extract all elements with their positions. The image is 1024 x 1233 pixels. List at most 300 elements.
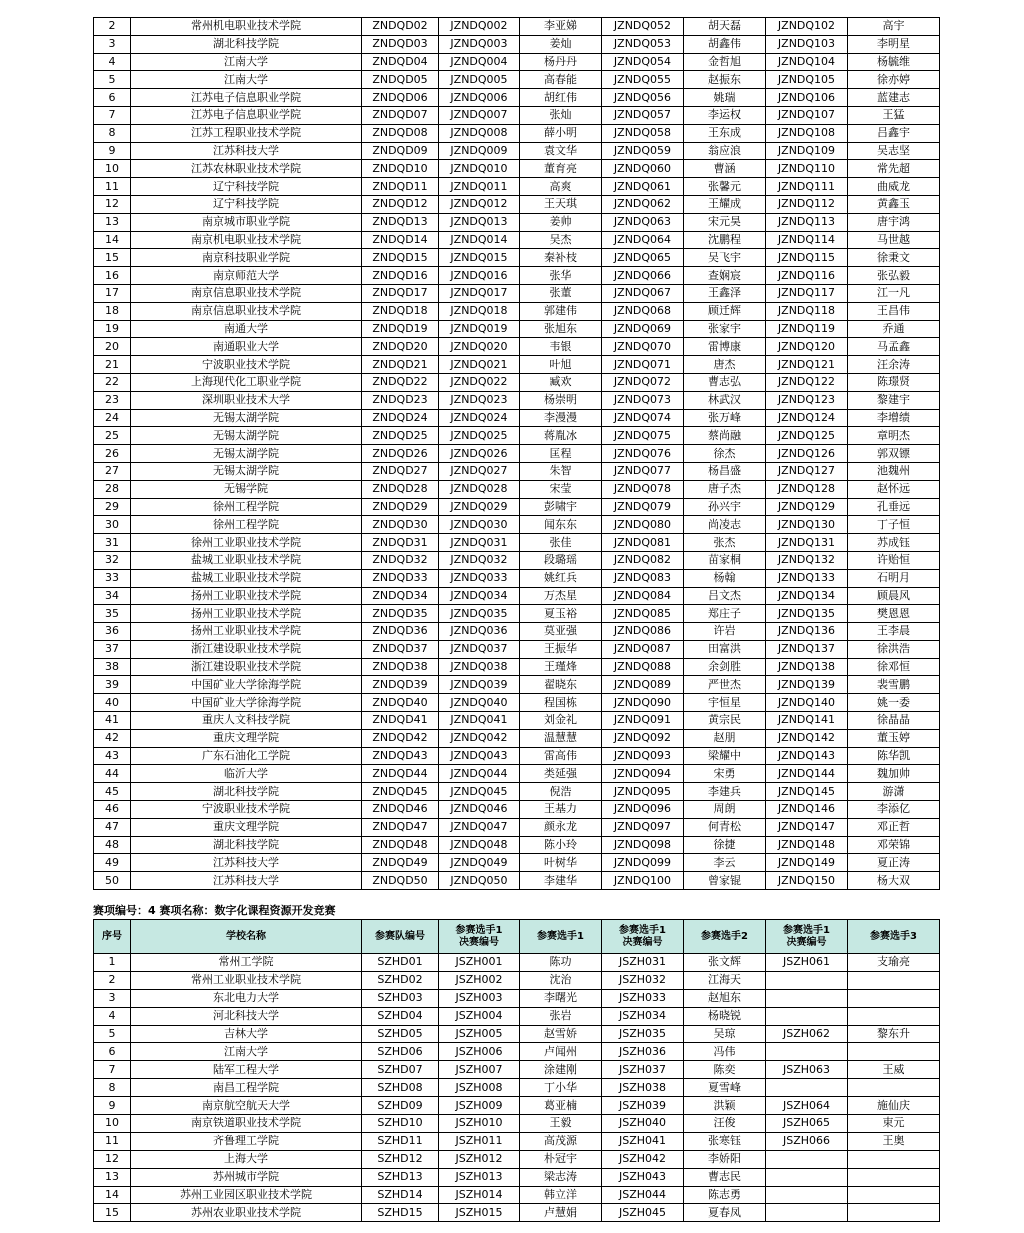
table-cell: 胡红伟	[520, 89, 602, 107]
table-cell: 浙江建设职业技术学院	[131, 640, 362, 658]
table-cell: 苏州城市学院	[131, 1168, 362, 1186]
table-row	[94, 462, 940, 480]
table-cell: JZNDQ144	[766, 765, 848, 783]
table-cell: 齐鲁理工学院	[131, 1132, 362, 1150]
table-cell: JZNDQ099	[602, 854, 684, 872]
table-cell: 王振华	[520, 640, 602, 658]
table-cell: ZNDQD34	[362, 587, 439, 605]
table-row	[94, 231, 940, 249]
table-cell: 李添亿	[848, 801, 940, 819]
table-cell: JSZH007	[439, 1061, 520, 1079]
table-cell: JZNDQ097	[602, 818, 684, 836]
table-cell: JZNDQ067	[602, 284, 684, 302]
table-row	[94, 971, 940, 989]
table-cell: 王奥	[848, 1132, 940, 1150]
table-cell: JZNDQ088	[602, 658, 684, 676]
table-cell: JZNDQ131	[766, 534, 848, 552]
table-cell: 杨晓锐	[684, 1007, 766, 1025]
table-cell: 南京航空航天大学	[131, 1097, 362, 1115]
table-row	[94, 373, 940, 391]
table-cell: 曾家锟	[684, 872, 766, 890]
table-cell: 丁子恒	[848, 516, 940, 534]
table-cell: 沈治	[520, 971, 602, 989]
table-cell: JSZH004	[439, 1007, 520, 1025]
table-cell: 查娴宸	[684, 267, 766, 285]
table-cell: 杨丹丹	[520, 53, 602, 71]
table-cell: JZNDQ087	[602, 640, 684, 658]
table-cell: SZHD09	[362, 1097, 439, 1115]
table-cell: 徐邓恒	[848, 658, 940, 676]
table-cell: JZNDQ046	[439, 801, 520, 819]
table-cell: 杨崇明	[520, 391, 602, 409]
table-cell: 雷高伟	[520, 747, 602, 765]
table-cell: JSZH003	[439, 989, 520, 1007]
table-cell: 胡天磊	[684, 18, 766, 36]
table-cell: 南京机电职业技术学院	[131, 231, 362, 249]
table-cell: 林武汉	[684, 391, 766, 409]
table-cell: JSZH066	[766, 1132, 848, 1150]
table-cell: JZNDQ022	[439, 373, 520, 391]
table-cell: 徐洪浩	[848, 640, 940, 658]
table-cell: 46	[94, 801, 131, 819]
table-cell: 类延强	[520, 765, 602, 783]
table-row	[94, 954, 940, 972]
table-cell: 曹涵	[684, 160, 766, 178]
table-cell: 宋莹	[520, 480, 602, 498]
table-cell: ZNDQD48	[362, 836, 439, 854]
table-cell: JZNDQ118	[766, 302, 848, 320]
table-row	[94, 729, 940, 747]
table-cell: 倪浩	[520, 783, 602, 801]
table-cell: 36	[94, 623, 131, 641]
table-cell: 7	[94, 106, 131, 124]
table-cell: JSZH038	[602, 1079, 684, 1097]
table-cell: 2	[94, 18, 131, 36]
table-cell: 王毅	[520, 1115, 602, 1133]
table-cell: JZNDQ021	[439, 356, 520, 374]
table-cell: JZNDQ032	[439, 551, 520, 569]
table-cell: JZNDQ075	[602, 427, 684, 445]
table-cell: JSZH063	[766, 1061, 848, 1079]
table-cell: 郭建伟	[520, 302, 602, 320]
table-cell: JZNDQ092	[602, 729, 684, 747]
table-cell: ZNDQD22	[362, 373, 439, 391]
table-cell: JSZH065	[766, 1115, 848, 1133]
table-cell: 翁应浪	[684, 142, 766, 160]
table-cell: 裴雪鹏	[848, 676, 940, 694]
table-cell: 苏州工业园区职业技术学院	[131, 1186, 362, 1204]
table-row	[94, 302, 940, 320]
table-cell: JSZH061	[766, 954, 848, 972]
table-cell: 姜帅	[520, 213, 602, 231]
table-cell: JZNDQ119	[766, 320, 848, 338]
table-cell: 吕文杰	[684, 587, 766, 605]
table-cell: JZNDQ090	[602, 694, 684, 712]
table-row	[94, 1115, 940, 1133]
table-cell: 赵旭东	[684, 989, 766, 1007]
table-cell: 26	[94, 445, 131, 463]
table-cell: JZNDQ008	[439, 124, 520, 142]
table-cell: 10	[94, 1115, 131, 1133]
table-cell: JZNDQ103	[766, 35, 848, 53]
table-cell: JZNDQ145	[766, 783, 848, 801]
table-cell: JZNDQ038	[439, 658, 520, 676]
table-row	[94, 1025, 940, 1043]
table-cell: 湖北科技学院	[131, 35, 362, 53]
table-cell: ZNDQD15	[362, 249, 439, 267]
table-cell: 上海大学	[131, 1150, 362, 1168]
table-cell: JSZH015	[439, 1204, 520, 1222]
table-cell: 28	[94, 480, 131, 498]
table-cell: SZHD11	[362, 1132, 439, 1150]
table-cell: ZNDQD40	[362, 694, 439, 712]
table-cell: 6	[94, 1043, 131, 1061]
table-cell: JSZH062	[766, 1025, 848, 1043]
header-cell: 序号	[94, 920, 131, 954]
table-cell: 12	[94, 195, 131, 213]
header-cell: 参赛选手1 决赛编号	[439, 920, 520, 954]
table-cell: JZNDQ050	[439, 872, 520, 890]
table-cell: JSZH037	[602, 1061, 684, 1079]
table-row	[94, 765, 940, 783]
table-cell: JZNDQ109	[766, 142, 848, 160]
table-cell: 江南大学	[131, 1043, 362, 1061]
table-cell: 施仙庆	[848, 1097, 940, 1115]
table-cell: 姚瑞	[684, 89, 766, 107]
table-cell: 扬州工业职业技术学院	[131, 587, 362, 605]
table-cell: 江一凡	[848, 284, 940, 302]
table-cell: 吴杰	[520, 231, 602, 249]
table-cell: 支瑜亮	[848, 954, 940, 972]
table-cell: 韩立洋	[520, 1186, 602, 1204]
table-row	[94, 1150, 940, 1168]
table-cell: JZNDQ048	[439, 836, 520, 854]
table-cell: 周朗	[684, 801, 766, 819]
table-cell: 13	[94, 1168, 131, 1186]
table-cell: ZNDQD43	[362, 747, 439, 765]
table-cell: 王东成	[684, 124, 766, 142]
table-cell: 王瑾烽	[520, 658, 602, 676]
table-cell: JZNDQ148	[766, 836, 848, 854]
table-cell: JZNDQ102	[766, 18, 848, 36]
table-cell: JZNDQ044	[439, 765, 520, 783]
table-cell: 梁志涛	[520, 1168, 602, 1186]
table-cell: 盐城工业职业技术学院	[131, 551, 362, 569]
table-cell: 21	[94, 356, 131, 374]
table-cell: 蔡尚融	[684, 427, 766, 445]
table-cell: 马孟鑫	[848, 338, 940, 356]
table-cell: JZNDQ076	[602, 445, 684, 463]
table-cell: 胡鑫伟	[684, 35, 766, 53]
table-row	[94, 427, 940, 445]
table-cell: 无锡学院	[131, 480, 362, 498]
table-cell: 31	[94, 534, 131, 552]
table-cell: JZNDQ129	[766, 498, 848, 516]
header-row	[94, 920, 940, 954]
table-cell: JZNDQ053	[602, 35, 684, 53]
table-cell: 南京铁道职业技术学院	[131, 1115, 362, 1133]
table-cell: JSZH005	[439, 1025, 520, 1043]
table-cell: 李建华	[520, 872, 602, 890]
table-row	[94, 640, 940, 658]
table-cell: JZNDQ005	[439, 71, 520, 89]
table-cell: 江苏农林职业技术学院	[131, 160, 362, 178]
table-cell: 王鑫泽	[684, 284, 766, 302]
table-cell: 15	[94, 249, 131, 267]
table-cell: 丁小华	[520, 1079, 602, 1097]
table-row	[94, 694, 940, 712]
table-cell: 束元	[848, 1115, 940, 1133]
table-row	[94, 89, 940, 107]
table-cell: 扬州工业职业技术学院	[131, 605, 362, 623]
table-cell: ZNDQD20	[362, 338, 439, 356]
table-cell: 李曙光	[520, 989, 602, 1007]
table-cell: 陈志勇	[684, 1186, 766, 1204]
table-row	[94, 338, 940, 356]
table-cell: 唐子杰	[684, 480, 766, 498]
table-cell: 朱智	[520, 462, 602, 480]
table-cell: ZNDQD38	[362, 658, 439, 676]
table-cell: 赵雪娇	[520, 1025, 602, 1043]
table-row	[94, 356, 940, 374]
table-cell	[848, 1204, 940, 1222]
table-row	[94, 480, 940, 498]
table-cell	[766, 1043, 848, 1061]
table-cell: 李运权	[684, 106, 766, 124]
table-row	[94, 445, 940, 463]
table-cell: 臧欢	[520, 373, 602, 391]
table-cell: 南京师范大学	[131, 267, 362, 285]
table-cell: 宁波职业技术学院	[131, 356, 362, 374]
table-cell: 张旭东	[520, 320, 602, 338]
table-cell: 高爽	[520, 178, 602, 196]
table-cell: JZNDQ011	[439, 178, 520, 196]
table-cell: 李增绩	[848, 409, 940, 427]
table-cell: JZNDQ125	[766, 427, 848, 445]
table-cell: JZNDQ016	[439, 267, 520, 285]
table-cell: 无锡太湖学院	[131, 409, 362, 427]
table-cell: ZNDQD08	[362, 124, 439, 142]
table-row	[94, 178, 940, 196]
table-row	[94, 854, 940, 872]
table-cell: JZNDQ142	[766, 729, 848, 747]
table-cell: 南京科技职业学院	[131, 249, 362, 267]
table-cell: JZNDQ058	[602, 124, 684, 142]
table-cell: JZNDQ074	[602, 409, 684, 427]
table-cell: JZNDQ150	[766, 872, 848, 890]
table-cell: JZNDQ084	[602, 587, 684, 605]
table-row	[94, 818, 940, 836]
table-cell: 卢慧娟	[520, 1204, 602, 1222]
table-row	[94, 1097, 940, 1115]
table-cell: 孔垂远	[848, 498, 940, 516]
table-cell: 王猛	[848, 106, 940, 124]
table-row	[94, 409, 940, 427]
table-cell: JZNDQ093	[602, 747, 684, 765]
table-row	[94, 1007, 940, 1025]
table-cell: 闻东东	[520, 516, 602, 534]
table-cell: JZNDQ009	[439, 142, 520, 160]
table-cell: JSZH013	[439, 1168, 520, 1186]
table-cell: 李亚娣	[520, 18, 602, 36]
table-cell: JZNDQ037	[439, 640, 520, 658]
table-cell: 宁波职业技术学院	[131, 801, 362, 819]
table-cell: ZNDQD09	[362, 142, 439, 160]
table-cell: 张馨元	[684, 178, 766, 196]
table-cell: JZNDQ130	[766, 516, 848, 534]
table-cell: JZNDQ141	[766, 712, 848, 730]
table-row	[94, 160, 940, 178]
table-cell: 常州机电职业技术学院	[131, 18, 362, 36]
table-cell: JSZH033	[602, 989, 684, 1007]
table-cell: 余剑胜	[684, 658, 766, 676]
table-cell: ZNDQD04	[362, 53, 439, 71]
table-cell: 李娇阳	[684, 1150, 766, 1168]
table-row	[94, 267, 940, 285]
table-cell: 杨翰	[684, 569, 766, 587]
table-cell: JZNDQ082	[602, 551, 684, 569]
table-row	[94, 658, 940, 676]
table-cell: 冯伟	[684, 1043, 766, 1061]
table-row	[94, 989, 940, 1007]
table-cell: 14	[94, 231, 131, 249]
table-cell: SZHD06	[362, 1043, 439, 1061]
table-row	[94, 534, 940, 552]
table-cell: ZNDQD50	[362, 872, 439, 890]
table-cell: 曲威龙	[848, 178, 940, 196]
table-cell: ZNDQD49	[362, 854, 439, 872]
table-cell: JZNDQ006	[439, 89, 520, 107]
table-cell: 温慧慧	[520, 729, 602, 747]
table-row	[94, 836, 940, 854]
table-cell: 夏春凤	[684, 1204, 766, 1222]
table-cell: JZNDQ080	[602, 516, 684, 534]
table-cell	[848, 1007, 940, 1025]
table-cell: JZNDQ147	[766, 818, 848, 836]
table-cell: 顾晨风	[848, 587, 940, 605]
table-cell: JSZH012	[439, 1150, 520, 1168]
table-cell: 江南大学	[131, 53, 362, 71]
table-cell	[766, 1007, 848, 1025]
table-cell: 南通职业大学	[131, 338, 362, 356]
table-cell: ZNDQD13	[362, 213, 439, 231]
table-cell: JZNDQ078	[602, 480, 684, 498]
table-cell: 严世杰	[684, 676, 766, 694]
table-row	[94, 498, 940, 516]
table-cell: JZNDQ017	[439, 284, 520, 302]
table-cell: 41	[94, 712, 131, 730]
table-cell: JZNDQ055	[602, 71, 684, 89]
table-cell: JZNDQ014	[439, 231, 520, 249]
table-cell: JZNDQ121	[766, 356, 848, 374]
table-cell: 江苏科技大学	[131, 872, 362, 890]
table-cell: 徐亦婷	[848, 71, 940, 89]
table-cell: JSZH008	[439, 1079, 520, 1097]
table-cell: 邓正哲	[848, 818, 940, 836]
table-cell: 池魏州	[848, 462, 940, 480]
table-cell: 汪俊	[684, 1115, 766, 1133]
table-cell: JZNDQ079	[602, 498, 684, 516]
table-cell: 常州工学院	[131, 954, 362, 972]
table-cell: 陈华凯	[848, 747, 940, 765]
table-cell: JSZH045	[602, 1204, 684, 1222]
table-cell: JZNDQ111	[766, 178, 848, 196]
table-cell: JZNDQ015	[439, 249, 520, 267]
table-cell: 辽宁科技学院	[131, 178, 362, 196]
table-cell	[848, 989, 940, 1007]
table-cell: 吕鑫宇	[848, 124, 940, 142]
table-cell: ZNDQD03	[362, 35, 439, 53]
table-cell: JZNDQ060	[602, 160, 684, 178]
table-cell: 12	[94, 1150, 131, 1168]
table-cell: JZNDQ002	[439, 18, 520, 36]
table-cell: SZHD12	[362, 1150, 439, 1168]
table-cell: JZNDQ019	[439, 320, 520, 338]
table-cell: 程国栋	[520, 694, 602, 712]
table-cell	[766, 1204, 848, 1222]
table-cell: 夏正涛	[848, 854, 940, 872]
table-row	[94, 320, 940, 338]
table-row	[94, 1061, 940, 1079]
table-cell: JZNDQ013	[439, 213, 520, 231]
table-cell: 刘金礼	[520, 712, 602, 730]
table-cell: 张佳	[520, 534, 602, 552]
table-cell: JZNDQ135	[766, 605, 848, 623]
table-cell: ZNDQD27	[362, 462, 439, 480]
table-cell: ZNDQD32	[362, 551, 439, 569]
table-row	[94, 587, 940, 605]
table-cell: 颜永龙	[520, 818, 602, 836]
table-cell: 江苏工程职业技术学院	[131, 124, 362, 142]
table-cell: 5	[94, 1025, 131, 1043]
table-cell: 7	[94, 1061, 131, 1079]
table-cell: 吴琼	[684, 1025, 766, 1043]
table-cell: 沈鹏程	[684, 231, 766, 249]
table-cell: 27	[94, 462, 131, 480]
table-row	[94, 124, 940, 142]
header-cell: 参赛队编号	[362, 920, 439, 954]
table-cell: JZNDQ056	[602, 89, 684, 107]
table-cell: JZNDQ133	[766, 569, 848, 587]
table-cell: 扬州工业职业技术学院	[131, 623, 362, 641]
table-cell: ZNDQD14	[362, 231, 439, 249]
table-cell: 姚一委	[848, 694, 940, 712]
table-cell	[766, 971, 848, 989]
table-cell: 张董	[520, 284, 602, 302]
table-cell: 徐杰	[684, 445, 766, 463]
table-cell: JZNDQ124	[766, 409, 848, 427]
table-gap	[93, 887, 919, 903]
table-cell: 8	[94, 1079, 131, 1097]
table-cell: ZNDQD10	[362, 160, 439, 178]
table-cell: 郭双镖	[848, 445, 940, 463]
table-cell: 张弘毅	[848, 267, 940, 285]
table-cell: SZHD08	[362, 1079, 439, 1097]
table-cell: JSZH044	[602, 1186, 684, 1204]
table-cell: JZNDQ059	[602, 142, 684, 160]
table-cell: 宇恒星	[684, 694, 766, 712]
table-cell: 苗家桐	[684, 551, 766, 569]
table-cell: 33	[94, 569, 131, 587]
table-cell: 2	[94, 971, 131, 989]
table-cell: JZNDQ065	[602, 249, 684, 267]
table-cell: 3	[94, 989, 131, 1007]
table-cell: 薛小明	[520, 124, 602, 142]
table-cell: JZNDQ115	[766, 249, 848, 267]
table-cell: ZNDQD39	[362, 676, 439, 694]
table-cell: ZNDQD19	[362, 320, 439, 338]
table-row	[94, 249, 940, 267]
